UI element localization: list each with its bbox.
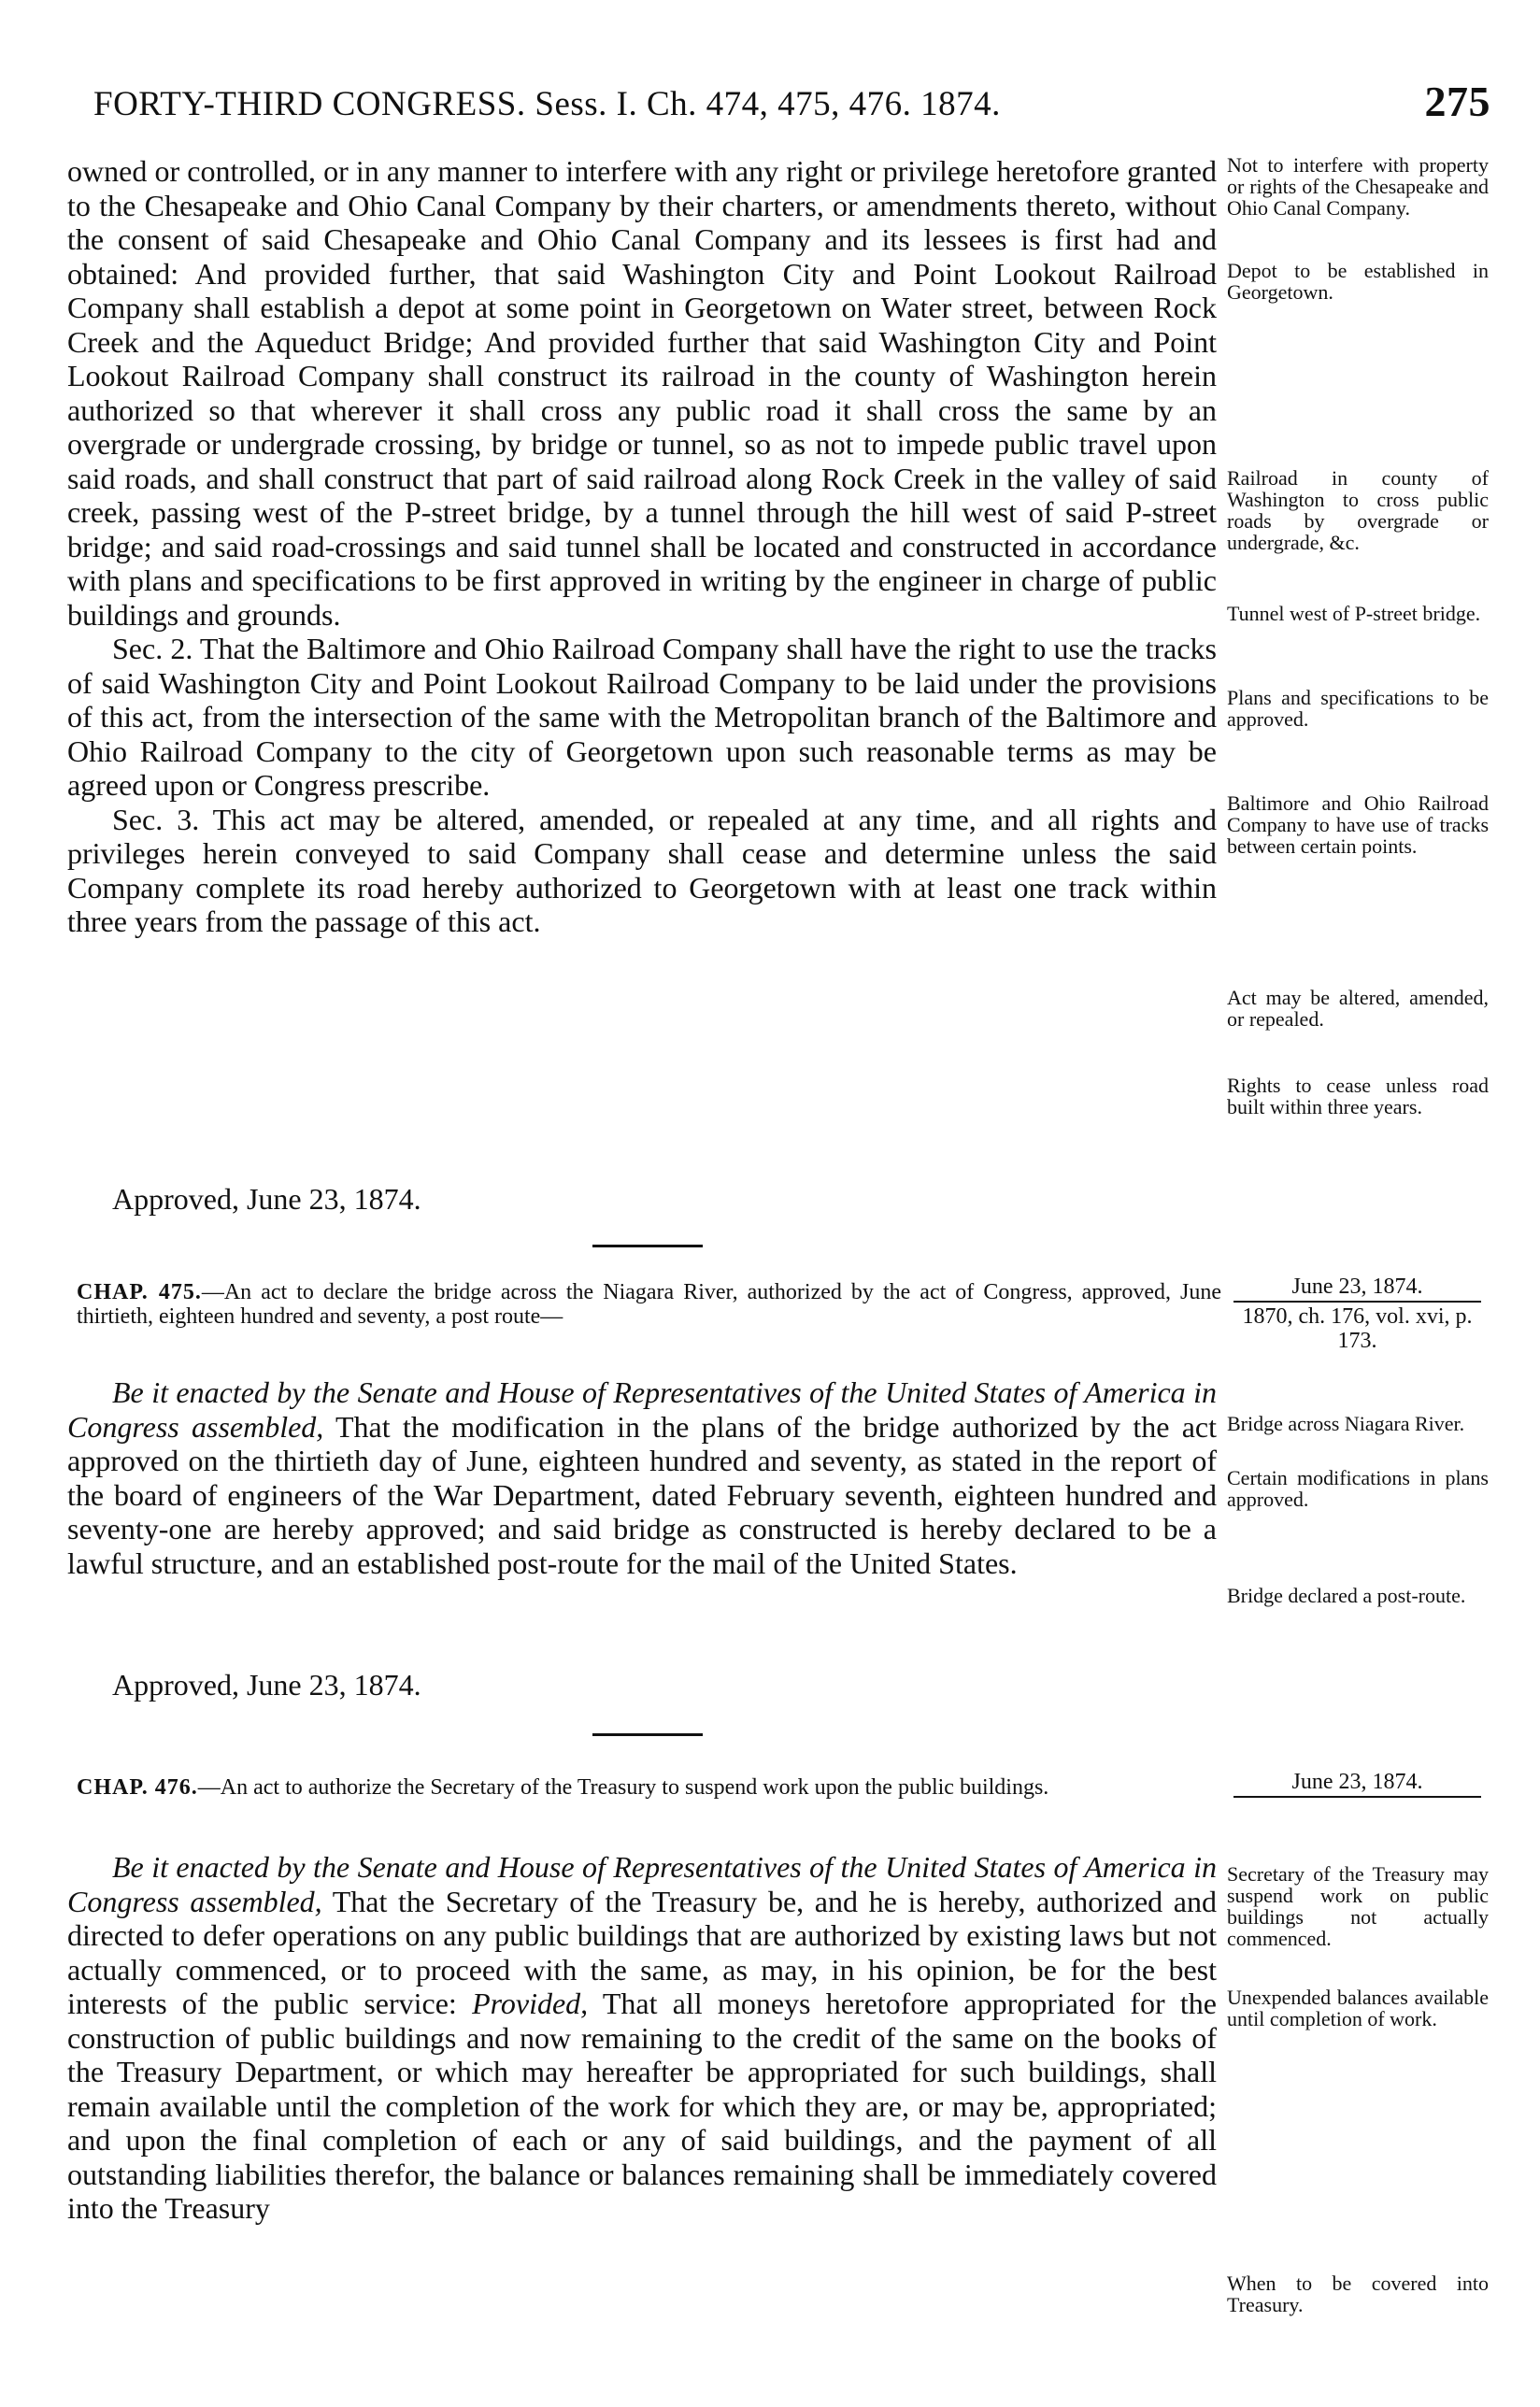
ch475-reference: 1870, ch. 176, vol. xvi, p. 173. — [1242, 1304, 1473, 1353]
section-divider — [592, 1245, 703, 1247]
section-divider — [592, 1733, 703, 1736]
ch474-section-3: Sec. 3. This act may be altered, amended, or repealed at any time, and all rights and privileges herein conveyed to said Company shall cease and determine unless the said Company complete its road hereby authorized to Georgetown with at least one track within three years from the passage of this act. — [67, 802, 1217, 938]
ch476-provision-a: That the Secretary of the Treasury be, and he is hereby, authorized and directed to defer operations on any public buildings that are authorized by existing laws but not actually commenced, or to proceed with the same, as may, in his opinion, be for the best interests of the public service: — [67, 1884, 1218, 2020]
ch476-proviso: Provided, — [472, 1987, 589, 2020]
ch475-date: June 23, 1874. — [1233, 1275, 1481, 1303]
ch474-paragraph-1: owned or controlled, or in any manner to interfere with any right or privilege heretofore granted to the Chesapeake and Ohio Canal Company by their charters, or amendments thereto, without the consent of said Chesapeake and Ohio Canal Company and its lessees is first had and obtained: And provided further, that said Washington City and Point Lookout Railroad Company shall establish a depot at some point in Georgetown on Water street, between Rock Creek and the Aqueduct Bridge; And provided further that said Washington City and Point Lookout Railroad Company shall construct its railroad in the county of Washington herein authorized so that wherever it shall cross any public road it shall cross the same by an overgrade or undergrade crossing, by bridge or tunnel, so as not to impede public travel upon said roads, and shall construct that part of said railroad along Rock Creek in the valley of said creek, passing west of the P-street bridge, by a tunnel through the hill west of said P-street bridge; and said road-crossings and said tunnel shall be located and constructed in accordance with plans and specifications to be first approved in writing by the engineer in charge of public buildings and grounds. — [67, 154, 1217, 632]
ch476-title: —An act to authorize the Secretary of the Treasury to suspend work upon the public buildings. — [197, 1775, 1049, 1800]
margin-note: When to be covered into Treasury. — [1227, 2272, 1489, 2316]
ch475-date-block — [1233, 1275, 1481, 1353]
ch476-date: June 23, 1874. — [1233, 1770, 1481, 1798]
margin-note: Bridge declared a post-route. — [1227, 1584, 1466, 1607]
margin-note: Unexpended balances available until completion of work. — [1227, 1986, 1489, 2030]
ch474-section-2: Sec. 2. That the Baltimore and Ohio Railroad Company shall have the right to use the tracks of said Washington City and Point Lookout Railroad Company to be laid under the provisions of this act, from the intersection of the same with the Metropolitan branch of the Baltimore and Ohio Railroad Company to the city of Georgetown upon such reasonable terms as may be agreed upon or Congress prescribe. — [67, 632, 1217, 802]
ch475-body — [67, 1375, 1217, 1580]
margin-note: Railroad in county of Washington to cross public roads by overgrade or undergrade, &c. — [1227, 466, 1489, 554]
ch474-body — [67, 154, 1217, 939]
margin-note: Plans and specifications to be approved. — [1227, 686, 1489, 731]
ch476-text — [67, 1850, 1217, 2226]
page-number: 275 — [1424, 78, 1490, 125]
margin-note: Depot to be established in Georgetown. — [1227, 259, 1489, 304]
ch476-enacting-clause: Be it enacted by the Senate and House of Representatives of the United States of America in Congress assembled, — [67, 1850, 1217, 1918]
margin-note: Baltimore and Ohio Railroad Company to have use of tracks between certain points. — [1227, 791, 1489, 858]
ch475-text — [67, 1375, 1217, 1580]
margin-note: Bridge across Niagara River. — [1227, 1412, 1465, 1435]
ch476-body — [67, 1850, 1217, 2226]
margin-note: Certain modifications in plans approved. — [1227, 1466, 1489, 1511]
running-head-title: FORTY-THIRD CONGRESS. Sess. I. Ch. 474, 475, 476. 1874. — [93, 85, 1001, 123]
ch475-heading — [77, 1280, 1221, 1329]
ch476-provision-b: That all moneys heretofore appropriated for the construction of public buildings and now remaining to the credit of the same on the books of the Treasury Department, or which may hereafter be appropriated for such buildings, shall remain available until the completion of the work for which they are, or may be, appropriated; and upon the final completion of each or any of said buildings, and the payment of all outstanding liabilities therefor, the balance or balances remaining shall be immediately covered into the Treasury — [67, 1987, 1218, 2225]
margin-note: Not to interfere with property or rights of the Chesapeake and Ohio Canal Company. — [1227, 153, 1489, 220]
ch475-provision: That the modification in the plans of the bridge authorized by the act approved on the thirtieth day of June, eighteen hundred and seventy, as stated in the report of the board of engineers of the War Department, dated February seventh, eighteen hundred and seventy-one are hereby approved; and said bridge as constructed is hereby declared to be a lawful structure, and an established post-route for the mail of the United States. — [67, 1409, 1218, 1580]
ch475-approved: Approved, June 23, 1874. — [112, 1668, 421, 1702]
ch476-heading — [77, 1775, 1221, 1800]
ch475-title: —An act to declare the bridge across the Niagara River, authorized by the act of Congress, approved, June thirtieth, eighteen hundred and seventy, a post route— — [77, 1280, 1222, 1329]
margin-note: Rights to cease unless road built within three years. — [1227, 1074, 1489, 1118]
ch475-label: CHAP. 475. — [77, 1280, 202, 1304]
ch474-approved: Approved, June 23, 1874. — [112, 1182, 421, 1216]
margin-note: Secretary of the Treasury may suspend work on public buildings not actually commenced. — [1227, 1862, 1489, 1950]
running-head — [93, 77, 1490, 133]
ch475-enacting-clause: Be it enacted by the Senate and House of Representatives of the United States of America in Congress assembled, — [67, 1375, 1217, 1444]
ch476-label: CHAP. 476. — [77, 1775, 198, 1800]
margin-note: Tunnel west of P-street bridge. — [1227, 602, 1481, 625]
ch476-date-block — [1233, 1770, 1481, 1800]
margin-note: Act may be altered, amended, or repealed. — [1227, 986, 1489, 1031]
